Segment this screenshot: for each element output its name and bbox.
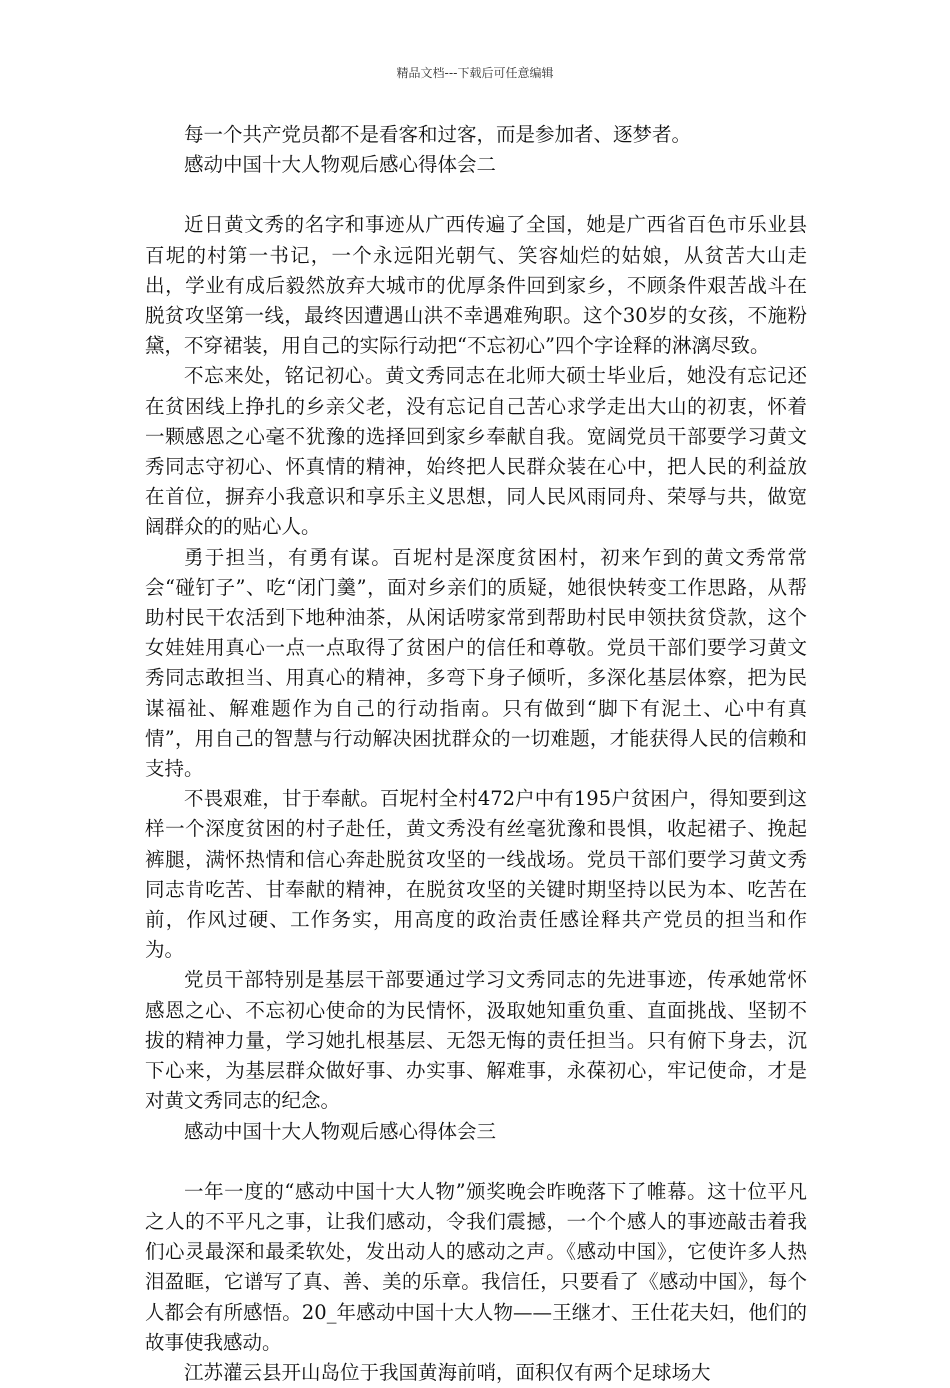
section-heading-three: 感动中国十大人物观后感心得体会三 [184,1119,497,1143]
paragraph: 不畏艰难，甘于奉献。百坭村全村472户中有195户贫困户，得知要到这样一个深度贫困的村子赴任，黄文秀没有丝毫犹豫和畏惧，收起裙子、挽起裤腿，满怀热情和信心奔赴脱贫攻坚的一线战场。党员干部们要学习黄文秀同志肯吃苦、甘奉献的精神，在脱贫攻坚的关键时期坚持以民为本、吃苦在前，作风过硬、工作务实，用高度的政治责任感诠释共产党员的担当和作为。 [145,787,807,962]
paragraph: 不忘来处，铭记初心。黄文秀同志在北师大硕士毕业后，她没有忘记还在贫困线上挣扎的乡亲父老，没有忘记自己苦心求学走出大山的初衷，怀着一颗感恩之心毫不犹豫的选择回到家乡奉献自我。宽阔党员干部要学习黄文秀同志守初心、怀真情的精神，始终把人民群众装在心中，把人民的利益放在首位，摒弃小我意识和享乐主义思想，同人民风雨同舟、荣辱与共，做宽阔群众的的贴心人。 [145,364,807,539]
section-heading-two: 感动中国十大人物观后感心得体会二 [184,153,497,177]
paragraph: 勇于担当，有勇有谋。百坭村是深度贫困村，初来乍到的黄文秀常常会“碰钉子”、吃“闭门羹”，面对乡亲们的质疑，她很快转变工作思路，从帮助村民干农活到下地种油茶，从闲话唠家常到帮助村民申领扶贫贷款，这个女娃娃用真心一点一点取得了贫困户的信任和尊敬。党员干部们要学习黄文秀同志敢担当、用真心的精神，多弯下身子倾听，多深化基层体察，把为民谋福祉、解难题作为自己的行动指南。只有做到“脚下有泥土、心中有真情”，用自己的智慧与行动解决困扰群众的一切难题，才能获得人民的信赖和支持。 [145,545,807,781]
paragraph: 近日黄文秀的名字和事迹从广西传遍了全国，她是广西省百色市乐业县百坭的村第一书记，一个永远阳光朝气、笑容灿烂的姑娘，从贫苦大山走出，学业有成后毅然放弃大城市的优厚条件回到家乡，不顾条件艰苦战斗在脱贫攻坚第一线，最终因遭遇山洪不幸遇难殉职。这个30岁的女孩，不施粉黛，不穿裙装，用自己的实际行动把“不忘初心”四个字诠释的淋漓尽致。 [145,213,807,358]
page-header: 精品文档---下载后可任意编辑 [396,66,554,80]
paragraph: 党员干部特别是基层干部要通过学习文秀同志的先进事迹，传承她常怀感恩之心、不忘初心使命的为民情怀，汲取她知重负重、直面挑战、坚韧不拔的精神力量，学习她扎根基层、无怨无悔的责任担当。只有俯下身去，沉下心来，为基层群众做好事、办实事、解难事，永葆初心，牢记使命，才是对黄文秀同志的纪念。 [145,968,807,1113]
paragraph: 江苏灌云县开山岛位于我国黄海前哨，面积仅有两个足球场大 [184,1360,711,1384]
paragraph: 一年一度的“感动中国十大人物”颁奖晚会昨晚落下了帷幕。这十位平凡之人的不平凡之事，让我们感动，令我们震撼，一个个感人的事迹敲击着我们心灵最深和最柔软处，发出动人的感动之声。《感动中国》，它使许多人热泪盈眶，它谱写了真、善、美的乐章。我信任，只要看了《感动中国》，每个人都会有所感悟。20_年感动中国十大人物——王继才、王仕花夫妇，他们的故事使我感动。 [145,1179,807,1354]
intro-line: 每一个共产党员都不是看客和过客，而是参加者、逐梦者。 [184,123,692,146]
document-body [145,120,807,1388]
